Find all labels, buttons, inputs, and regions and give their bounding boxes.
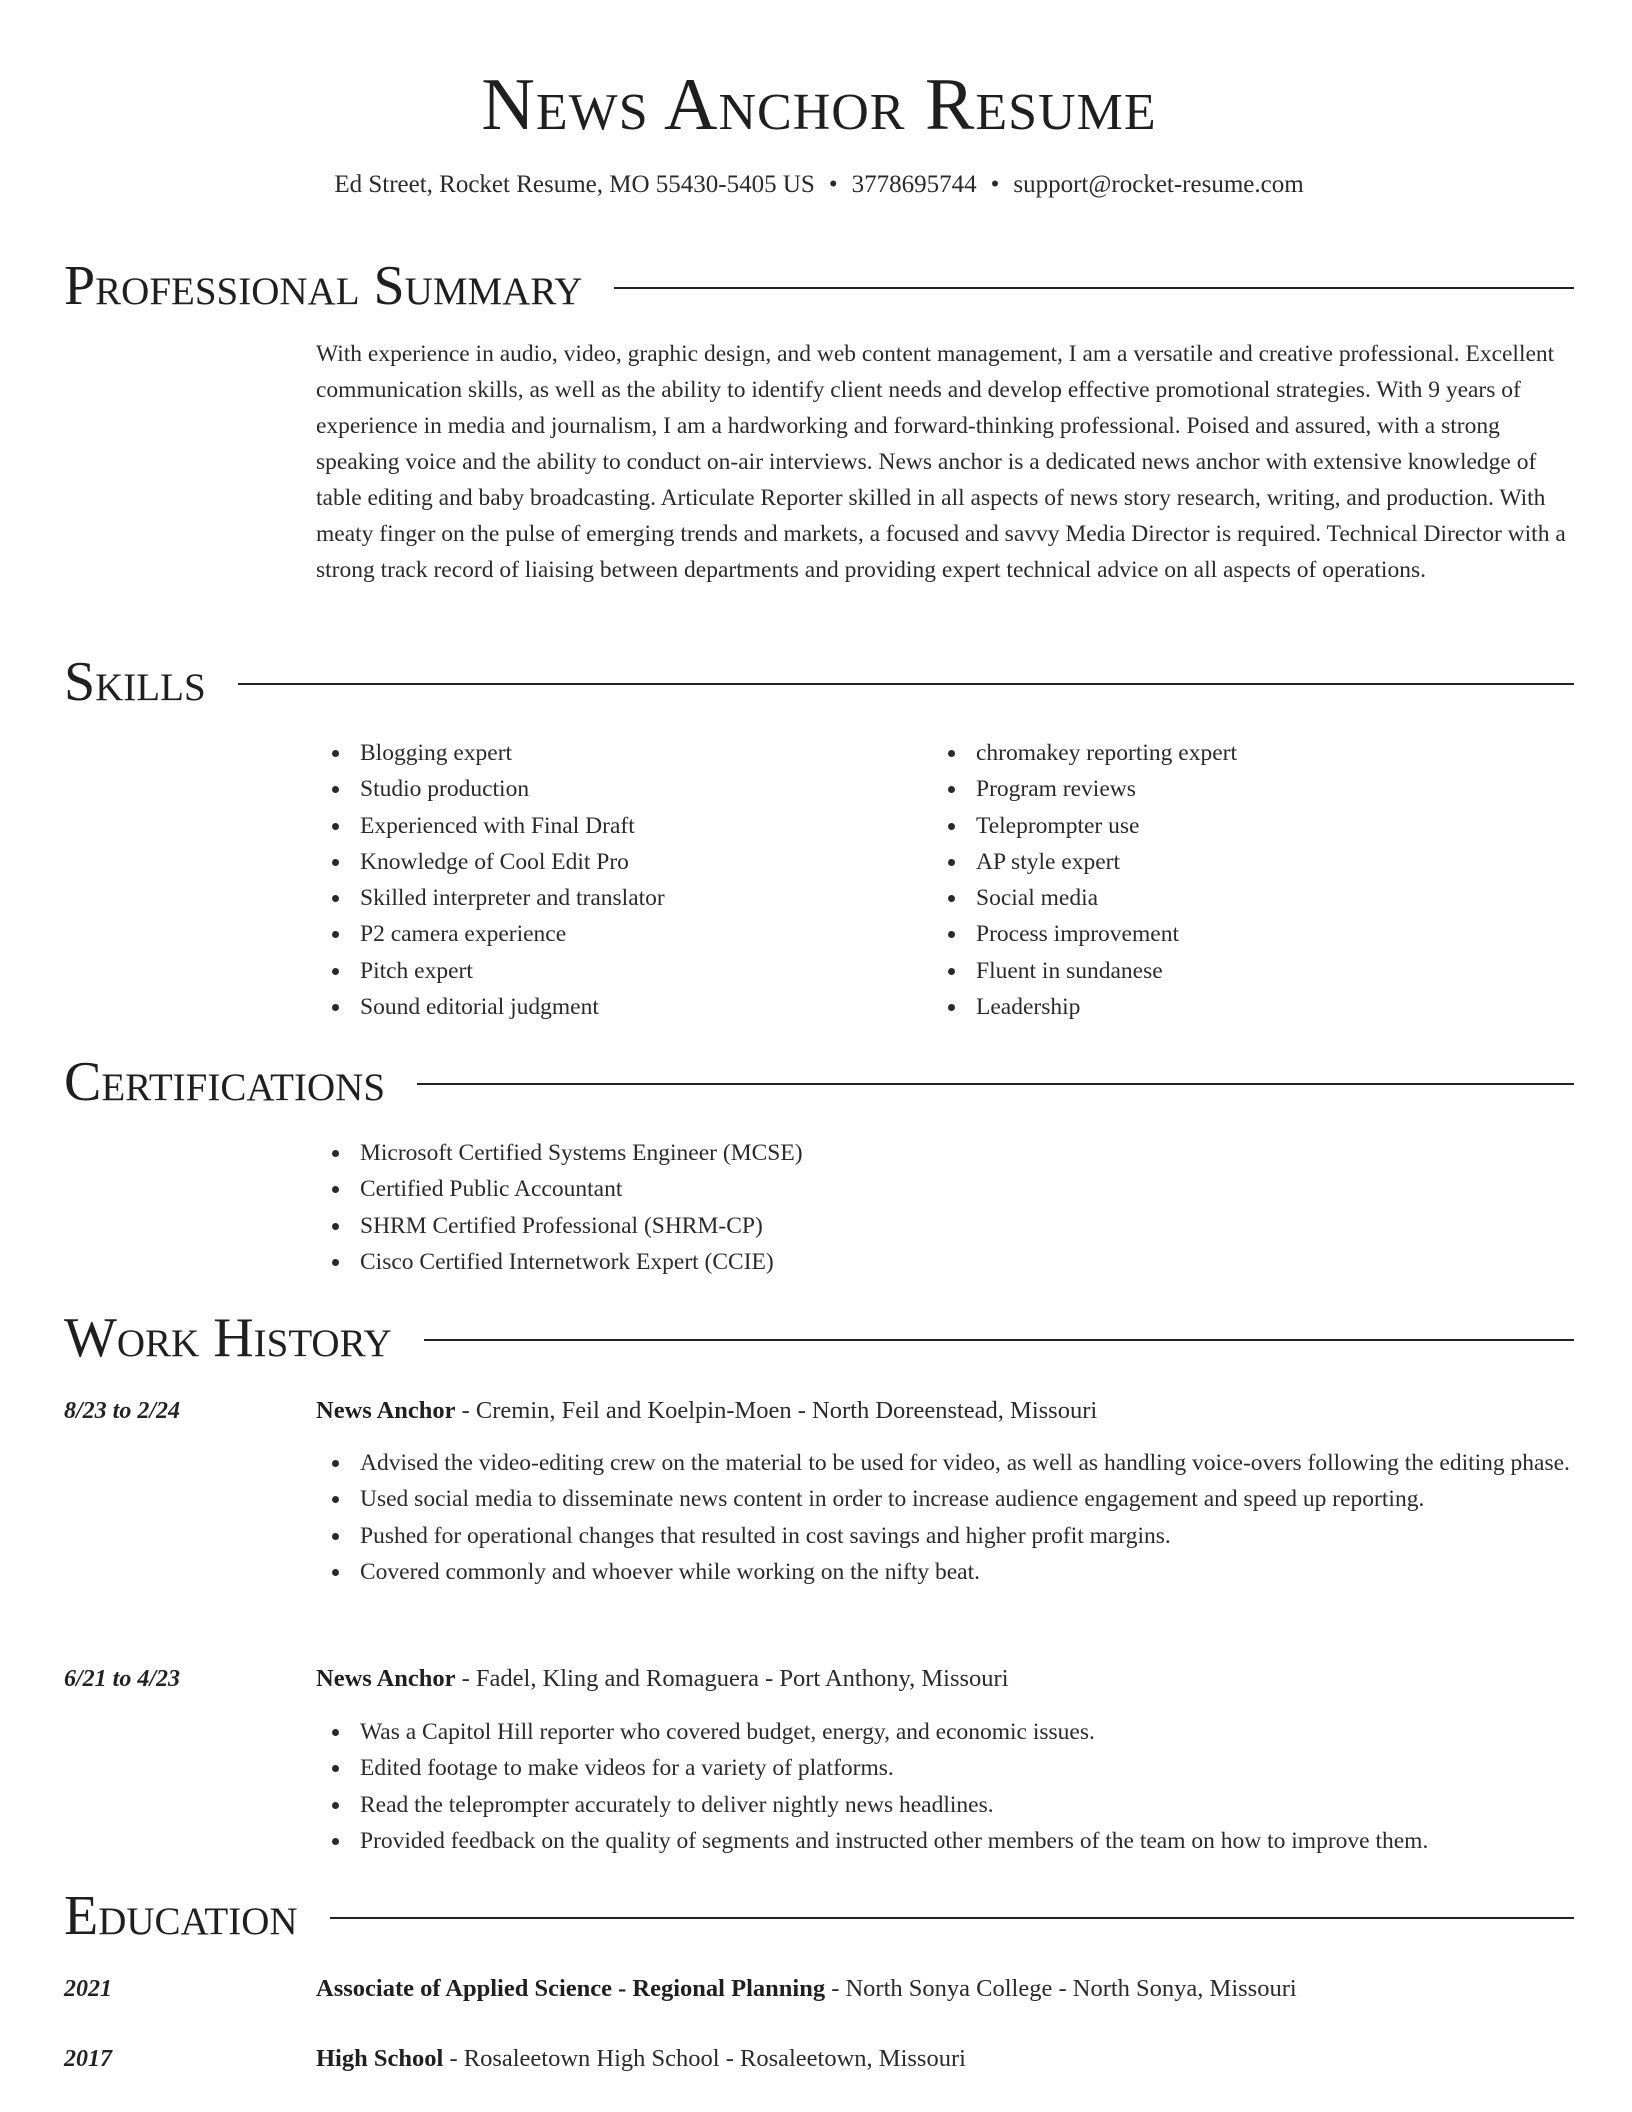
education-school: - Rosaleetown High School - Rosaleetown, Missouri (443, 2045, 966, 2072)
education-school: - North Sonya College - North Sonya, Missouri (825, 1975, 1297, 2002)
certifications-heading: Certifications (64, 1051, 386, 1113)
education-degree: High School (316, 2045, 444, 2072)
skill-item: Program reviews (932, 771, 1552, 807)
job-bullet: Covered commonly and whoever while working on the nifty beat. (316, 1554, 1574, 1590)
skill-item: Social media (932, 880, 1552, 916)
job-title-line (316, 1662, 1574, 1696)
section-divider (614, 287, 1574, 289)
job-bullet: Edited footage to make videos for a variety of platforms. (316, 1750, 1574, 1786)
job-bullet: Provided feedback on the quality of segments and instructed other members of the team on how to improve them. (316, 1823, 1574, 1859)
skills-section-header (64, 652, 1574, 712)
skills-heading: Skills (64, 651, 206, 713)
job-bullet: Advised the video-editing crew on the material to be used for video, as well as handling voice-overs following the editing phase. (316, 1445, 1574, 1481)
skill-item: Skilled interpreter and translator (316, 880, 936, 916)
education-degree: Associate of Applied Science - Regional Planning (316, 1975, 826, 2002)
resume-page (64, 0, 1574, 2072)
summary-text: With experience in audio, video, graphic design, and web content management, I am a versatile and creative professional. Excellent communication skills, as well as the ability to identify client needs and develop effective promotional strategies. With 9 years of experience in media and journalism, I am a hardworking and forward-thinking professional. Poised and assured, with a strong speaking voice and the ability to conduct on-air interviews. News anchor is a dedicated news anchor with extensive knowledge of table editing and baby broadcasting. Articulate Reporter skilled in all aspects of news story research, writing, and production. With meaty finger on the pulse of emerging trends and markets, a focused and savvy Media Director is required. Technical Director with a strong track record of liaising between departments and providing expert technical advice on all aspects of operations. (316, 341, 1566, 583)
skill-item: chromakey reporting expert (932, 735, 1552, 771)
skill-item: Experienced with Final Draft (316, 808, 936, 844)
certification-item: SHRM Certified Professional (SHRM-CP) (316, 1208, 1574, 1244)
work-heading: Work History (64, 1307, 392, 1369)
section-divider (424, 1339, 1574, 1341)
job-bullet: Used social media to disseminate news content in order to increase audience engagement and speed up reporting. (316, 1481, 1574, 1517)
section-divider (417, 1083, 1574, 1085)
job-employer: - Fadel, Kling and Romaguera - Port Anthony, Missouri (455, 1665, 1009, 1692)
skill-item: Studio production (316, 771, 936, 807)
contact-address: Ed Street, Rocket Resume, MO 55430-5405 US (334, 171, 815, 198)
job-title: News Anchor (316, 1397, 456, 1424)
contact-separator: • (828, 171, 838, 198)
education-section-header (64, 1886, 1574, 1946)
skills-list-left (316, 735, 936, 1025)
skill-item: Pitch expert (316, 953, 936, 989)
skill-item: Blogging expert (316, 735, 936, 771)
education-year: 2021 (64, 1976, 112, 2002)
certifications-section-header (64, 1052, 1574, 1112)
job-bullets (316, 1445, 1574, 1590)
education-line (316, 1972, 1574, 2006)
job-bullets (316, 1714, 1574, 1859)
skill-item: AP style expert (932, 844, 1552, 880)
job-title-line (316, 1394, 1574, 1428)
contact-phone: 3778695744 (851, 171, 977, 198)
job-bullet: Was a Capitol Hill reporter who covered budget, energy, and economic issues. (316, 1714, 1574, 1750)
summary-section-header (64, 256, 1574, 316)
summary-heading: Professional Summary (64, 255, 583, 317)
certifications-list (316, 1135, 1574, 1280)
job-bullet: Pushed for operational changes that resulted in cost savings and higher profit margins. (316, 1518, 1574, 1554)
job-employer: - Cremin, Feil and Koelpin-Moen - North Doreenstead, Missouri (455, 1397, 1098, 1424)
skill-item: Fluent in sundanese (932, 953, 1552, 989)
job-dates: 6/21 to 4/23 (64, 1666, 181, 1692)
skills-list-right (932, 735, 1552, 1025)
certification-item: Cisco Certified Internetwork Expert (CCIE) (316, 1244, 1574, 1280)
resume-title: News Anchor Resume (481, 64, 1157, 146)
contact-separator: • (990, 171, 1000, 198)
skill-item: Leadership (932, 989, 1552, 1025)
skill-item: Teleprompter use (932, 808, 1552, 844)
skill-item: Process improvement (932, 916, 1552, 952)
skill-item: Knowledge of Cool Edit Pro (316, 844, 936, 880)
contact-email: support@rocket-resume.com (1013, 171, 1304, 198)
skill-item: P2 camera experience (316, 916, 936, 952)
education-year: 2017 (64, 2046, 112, 2072)
certification-item: Certified Public Accountant (316, 1171, 1574, 1207)
job-dates: 8/23 to 2/24 (64, 1398, 181, 1424)
section-divider (238, 683, 1574, 685)
section-divider (330, 1917, 1574, 1919)
skill-item: Sound editorial judgment (316, 989, 936, 1025)
education-heading: Education (64, 1885, 298, 1947)
work-section-header (64, 1308, 1574, 1368)
certification-item: Microsoft Certified Systems Engineer (MCSE) (316, 1135, 1574, 1171)
job-title: News Anchor (316, 1665, 456, 1692)
education-line (316, 2042, 1574, 2076)
job-bullet: Read the teleprompter accurately to deliver nightly news headlines. (316, 1787, 1574, 1823)
contact-line (64, 168, 1574, 202)
